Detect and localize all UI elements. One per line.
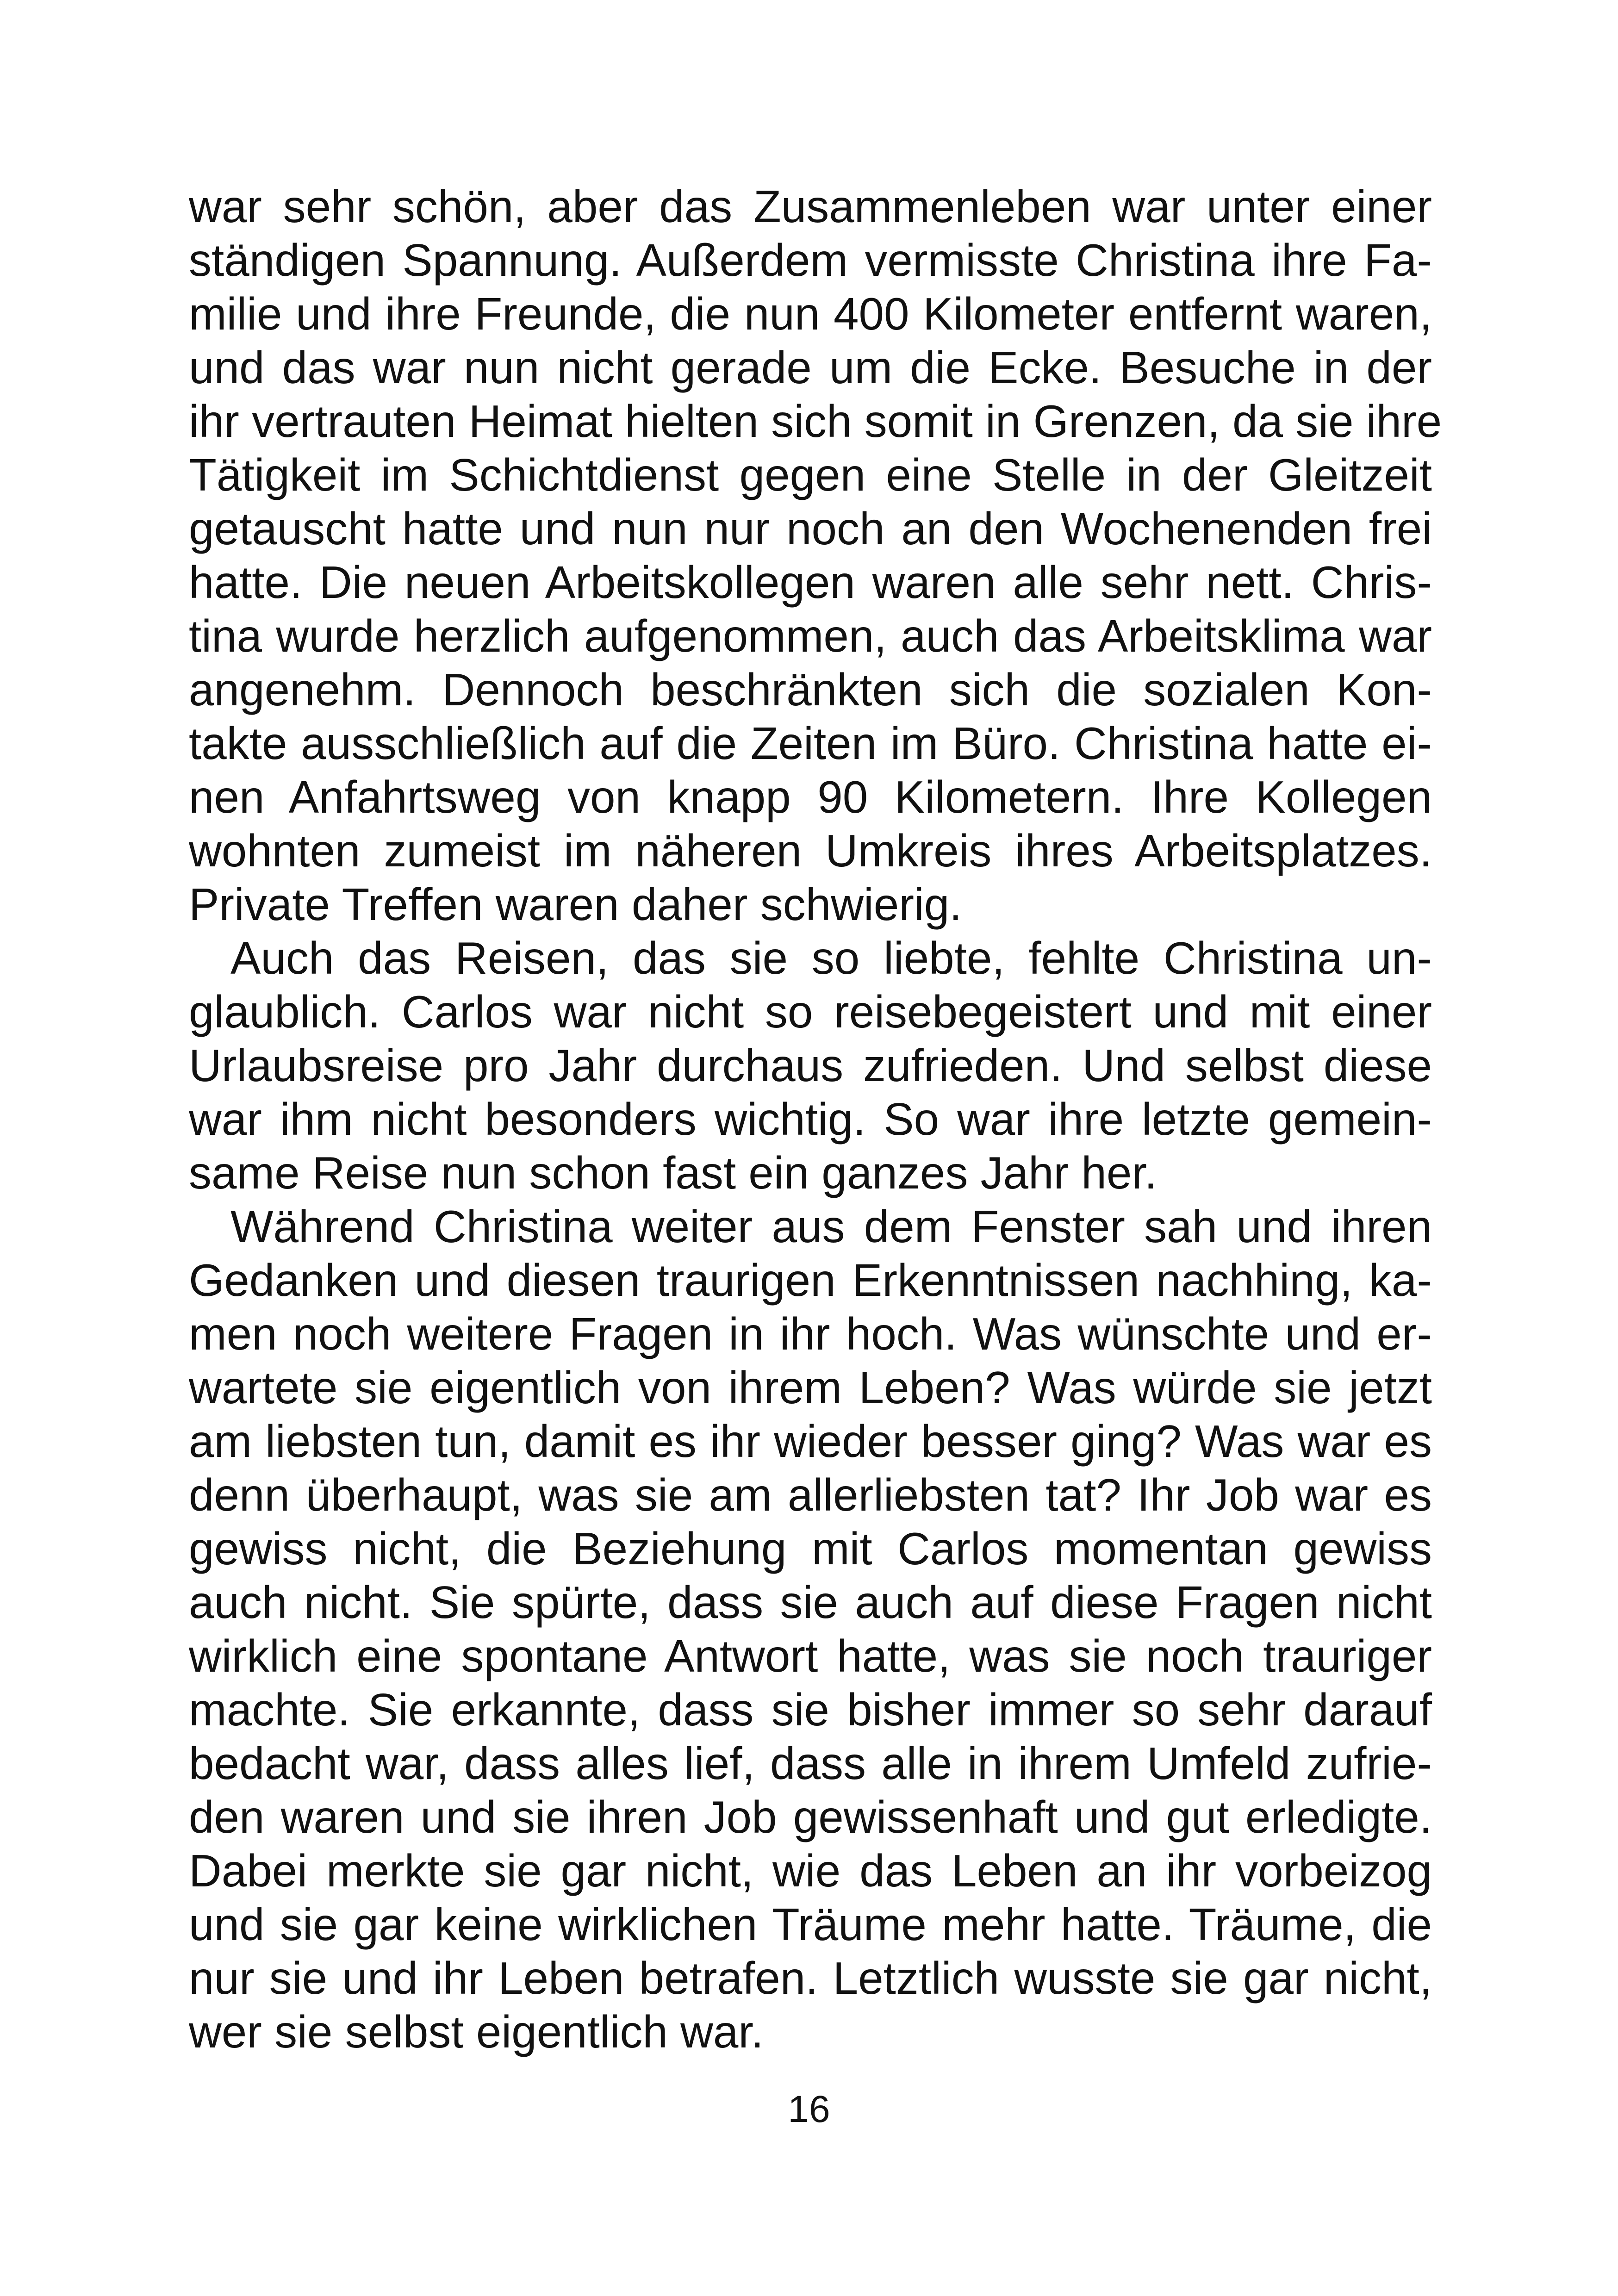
body-text [189, 180, 1442, 2059]
text-line: wirklich eine spontane Antwort hatte, was sie noch trauriger [189, 1630, 1432, 1681]
text-line: takte ausschließlich auf die Zeiten im Büro. Christina hatte ei- [189, 718, 1432, 769]
text-line: nen Anfahrtsweg von knapp 90 Kilometern. Ihre Kollegen [189, 772, 1432, 822]
text-line: denn überhaupt, was sie am allerliebsten tat? Ihr Job war es [189, 1469, 1432, 1520]
text-line: hatte. Die neuen Arbeitskollegen waren alle sehr nett. Chris- [189, 557, 1432, 608]
text-line: angenehm. Dennoch beschränkten sich die sozialen Kon- [189, 664, 1432, 715]
text-line: und sie gar keine wirklichen Träume mehr hatte. Träume, die [189, 1899, 1432, 1950]
text-line: Während Christina weiter aus dem Fenster sah und ihren [230, 1201, 1432, 1252]
text-line: am liebsten tun, damit es ihr wieder besser ging? Was war es [189, 1416, 1432, 1467]
text-line: war ihm nicht besonders wichtig. So war ihre letzte gemein- [189, 1094, 1432, 1145]
text-line: nur sie und ihr Leben betrafen. Letztlich wusste sie gar nicht, [189, 1953, 1432, 2004]
text-line: gewiss nicht, die Beziehung mit Carlos momentan gewiss [189, 1523, 1432, 1574]
text-line: Urlaubsreise pro Jahr durchaus zufrieden. Und selbst diese [189, 1040, 1432, 1091]
text-line: war sehr schön, aber das Zusammenleben war unter einer [189, 181, 1432, 232]
text-line: wer sie selbst eigentlich war. [189, 2006, 764, 2057]
text-line: same Reise nun schon fast ein ganzes Jahr her. [189, 1147, 1157, 1198]
text-line: und das war nun nicht gerade um die Ecke. Besuche in der [189, 342, 1432, 393]
text-line: wartete sie eigentlich von ihrem Leben? Was würde sie jetzt [189, 1362, 1432, 1413]
text-line: bedacht war, dass alles lief, dass alle in ihrem Umfeld zufrie- [189, 1738, 1432, 1789]
text-line: den waren und sie ihren Job gewissenhaft und gut erledigte. [189, 1792, 1432, 1842]
text-line: ihr vertrauten Heimat hielten sich somit in Grenzen, da sie ihre [189, 396, 1442, 447]
text-line: Tätigkeit im Schichtdienst gegen eine Stelle in der Gleitzeit [189, 449, 1432, 500]
text-line: Gedanken und diesen traurigen Erkenntnissen nachhing, ka- [189, 1255, 1432, 1306]
text-line: wohnten zumeist im näheren Umkreis ihres Arbeitsplatzes. [189, 825, 1432, 876]
text-line: getauscht hatte und nun nur noch an den Wochenenden frei [189, 503, 1432, 554]
paragraph [189, 931, 1432, 1200]
text-line: ständigen Spannung. Außerdem vermisste Christina ihre Fa- [189, 235, 1432, 286]
text-line: Dabei merkte sie gar nicht, wie das Leben an ihr vorbeizog [189, 1845, 1432, 1896]
text-line: Private Treffen waren daher schwierig. [189, 879, 962, 930]
text-line: auch nicht. Sie spürte, dass sie auch auf diese Fragen nicht [189, 1577, 1432, 1628]
text-line: milie und ihre Freunde, die nun 400 Kilometer entfernt waren, [189, 288, 1432, 339]
text-line: men noch weitere Fragen in ihr hoch. Was wünschte und er- [189, 1308, 1432, 1359]
text-line: tina wurde herzlich aufgenommen, auch das Arbeitsklima war [189, 610, 1432, 661]
text-line: Auch das Reisen, das sie so liebte, fehlte Christina un- [230, 933, 1432, 983]
text-line: machte. Sie erkannte, dass sie bisher immer so sehr darauf [189, 1684, 1432, 1735]
page-number: 16 [788, 2088, 830, 2130]
text-line: glaublich. Carlos war nicht so reisebegeistert und mit einer [189, 986, 1432, 1037]
paragraph [189, 180, 1442, 931]
paragraph [189, 1200, 1432, 2059]
